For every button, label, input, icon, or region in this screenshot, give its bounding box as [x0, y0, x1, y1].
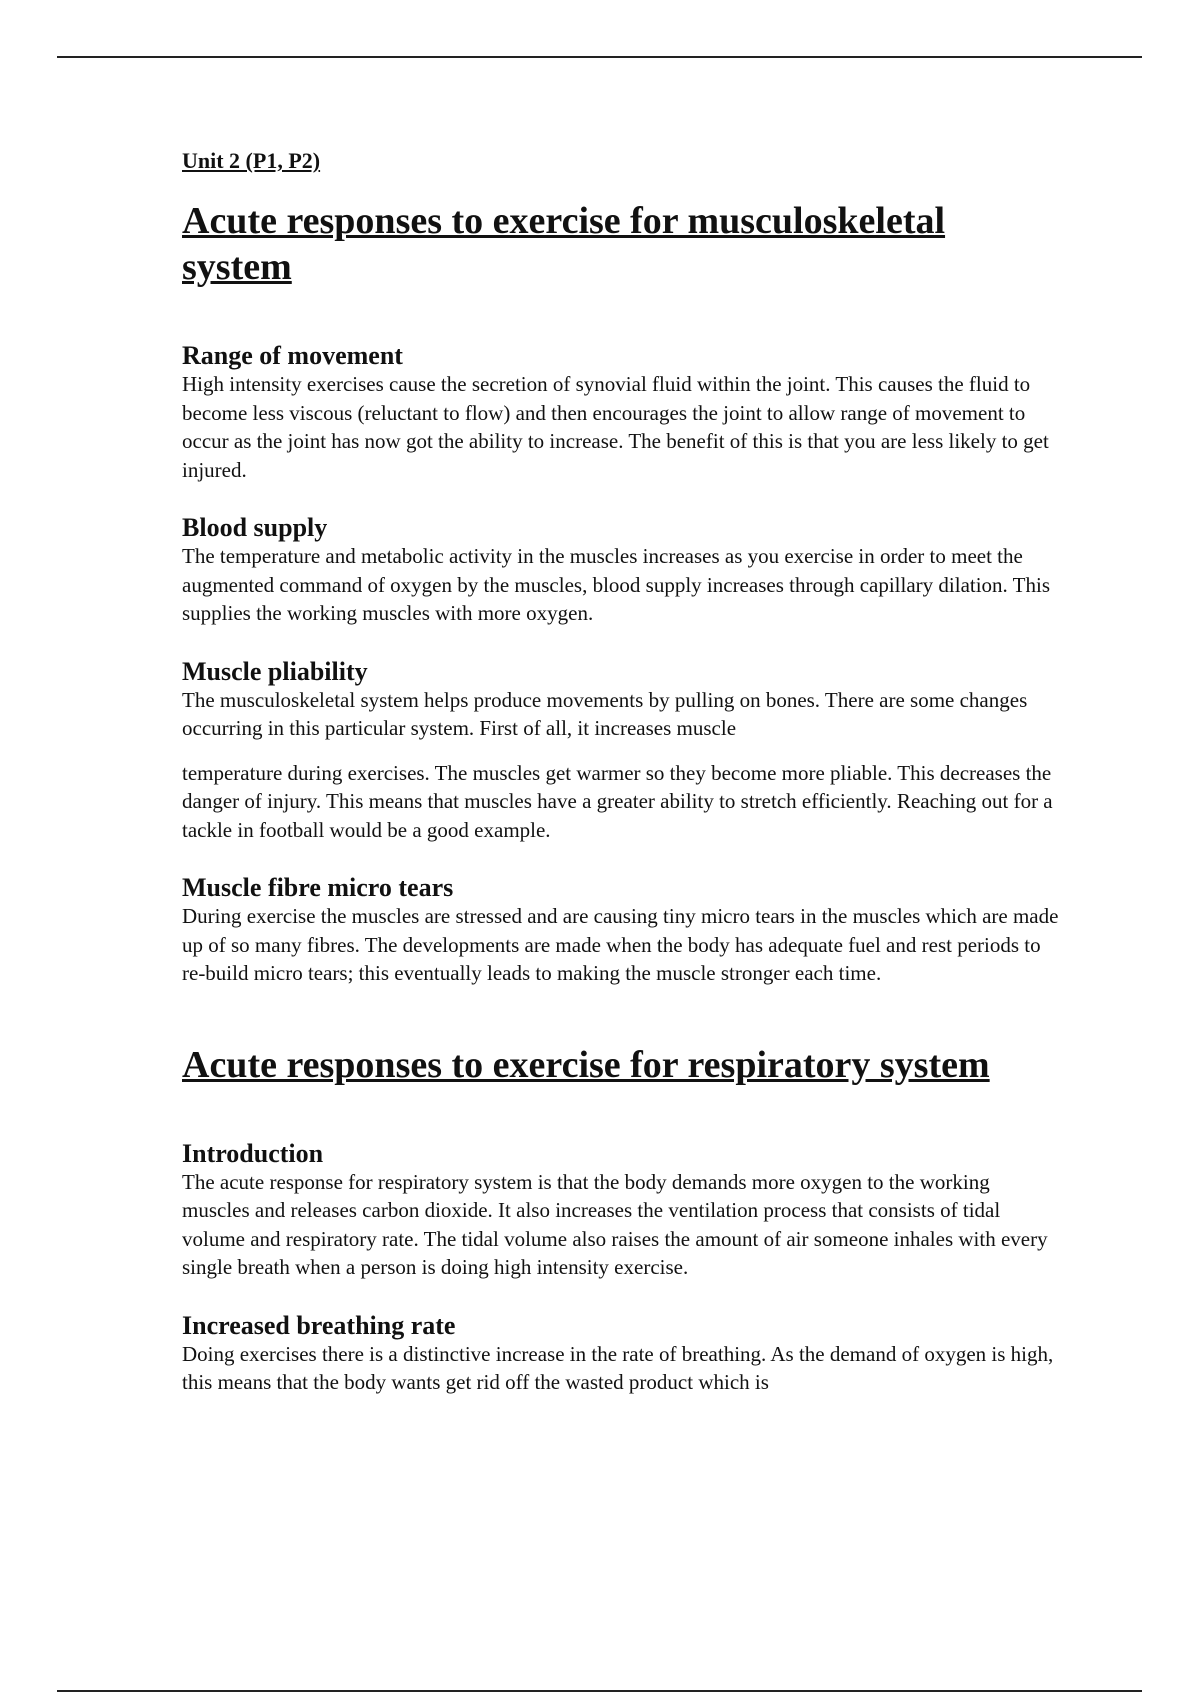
page-bottom-rule [57, 1690, 1142, 1692]
document-body [182, 148, 1062, 1427]
section-text: During exercise the muscles are stressed and are causing tiny micro tears in the muscles which are made up of so many fibres. The developments are made when the body has adequate fuel and rest periods to re-build micro tears; this eventually leads to making the muscle stronger each time. [182, 904, 1059, 985]
section-text: The temperature and metabolic activity in the muscles increases as you exercise in order to meet the augmented command of oxygen by the muscles, blood supply increases through capillary dilation. This supplies the working muscles with more oxygen. [182, 544, 1051, 625]
section-introduction [182, 1140, 1062, 1282]
section-blood-supply [182, 514, 1062, 628]
section-title: Range of movement [182, 341, 403, 370]
section-text: The musculoskeletal system helps produce movements by pulling on bones. There are some changes occurring in this particular system. First of all, it increases muscle [182, 687, 1028, 740]
section-muscle-fibre-micro-tears [182, 874, 1062, 988]
section-title: Muscle pliability [182, 656, 368, 686]
section-range-of-movement [182, 342, 1062, 484]
section-title: Increased breathing rate [182, 1310, 456, 1340]
section-title: Blood supply [182, 513, 328, 542]
section-title: Introduction [182, 1138, 324, 1168]
page-top-rule [57, 56, 1142, 58]
section-title: Muscle fibre micro tears [182, 873, 454, 902]
section-text-continued: temperature during exercises. The muscles get warmer so they become more pliable. This decreases the danger of injury. This means that muscles have a greater ability to stretch efficiently. Reaching out for a tackle in football would be a good example. [182, 760, 1053, 842]
unit-label: Unit 2 (P1, P2) [182, 148, 321, 173]
section-increased-breathing-rate [182, 1312, 1062, 1397]
respiratory-heading: Acute responses to exercise for respiratory system [182, 1043, 990, 1086]
section-text: Doing exercises there is a distinctive increase in the rate of breathing. As the demand of oxygen is high, this means that the body wants get rid off the wasted product which is [182, 1341, 1054, 1394]
section-text: High intensity exercises cause the secretion of synovial fluid within the joint. This causes the fluid to become less viscous (reluctant to flow) and then encourages the joint to allow range of movement to occur as the joint has now got the ability to increase. The benefit of this is that you are less likely to get injured. [182, 372, 1049, 482]
musculoskeletal-heading: Acute responses to exercise for musculoskeletal system [182, 200, 946, 288]
section-muscle-pliability [182, 658, 1062, 845]
section-text: The acute response for respiratory system is that the body demands more oxygen to the working muscles and releases carbon dioxide. It also increases the ventilation process that consists of tidal volume and respiratory rate. The tidal volume also raises the amount of air someone inhales with every single breath when a person is doing high intensity exercise. [182, 1169, 1048, 1279]
